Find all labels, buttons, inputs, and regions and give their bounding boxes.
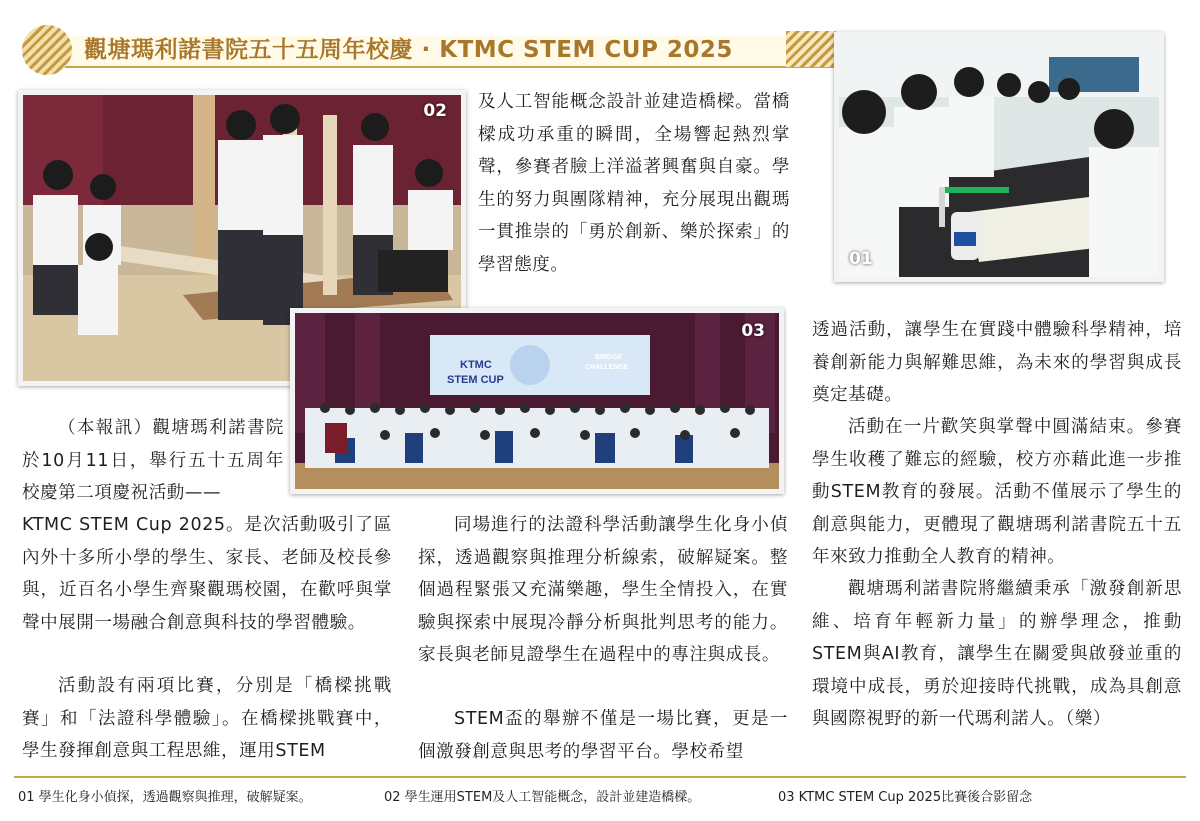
article-paragraph-right-3: 觀塘瑪利諾書院將繼續秉承「激發創新思維、培育年輕新力量」的辦學理念，推動STEM與AI教育，讓學生在關愛與啟發並重的環境中成長，勇於迎接時代挑戰，成為具創意與國際視野的新一代瑪利諾人。（樂） xyxy=(812,579,1182,729)
caption-01: 01 學生化身小偵探，透過觀察與推理，破解疑案。 xyxy=(18,790,312,805)
photo-02-number: 02 xyxy=(423,101,447,121)
headline-logo-icon xyxy=(22,25,72,75)
screen-text-bridge: BRIDGE xyxy=(595,354,623,361)
caption-03: 03 KTMC STEM Cup 2025比賽後合影留念 xyxy=(778,790,1033,805)
article-paragraph-forensic: 同場進行的法證科學活動讓學生化身小偵探，透過觀察與推理分析線索，破解疑案。整個過程緊張又充滿樂趣，學生全情投入，在實驗與探索中展現冷靜分析與批判思考的能力。家長與老師見證學生在過程中的專注與成長。 xyxy=(418,515,788,665)
article-paragraph-right-1: 透過活動，讓學生在實踐中體驗科學精神，培養創新能力與解難思維，為未來的學習與成長奠定基礎。 xyxy=(812,320,1182,405)
headline-title: 觀塘瑪利諾書院五十五周年校慶 · KTMC STEM CUP 2025 xyxy=(84,37,733,63)
article-paragraph-platform: STEM盃的舉辦不僅是一場比賽，更是一個激發創意與思考的學習平台。學校希望 xyxy=(418,709,788,762)
article-paragraph-right-2: 活動在一片歡笑與掌聲中圓滿結束。參賽學生收穫了難忘的經驗，校方亦藉此進一步推動STEM教育的發展。活動不僅展示了學生的創意與能力，更體現了觀塘瑪利諾書院五十五年來致力推動全人教育的精神。 xyxy=(812,417,1182,567)
article-paragraph-events: 活動設有兩項比賽，分別是「橋樑挑戰賽」和「法證科學體驗」。在橋樑挑戰賽中，學生發揮創意與工程思維，運用STEM xyxy=(22,676,392,761)
screen-text-challenge: CHALLENGE xyxy=(585,364,629,371)
photo-03-number: 03 xyxy=(741,321,765,341)
article-paragraph-bridge-continued: 及人工智能概念設計並建造橋樑。當橋樑成功承重的瞬間，全場響起熱烈掌聲，參賽者臉上洋溢著興奮與自豪。學生的努力與團隊精神，充分展現出觀瑪一貫推崇的「勇於創新、樂於探索」的學習態度。 xyxy=(478,92,790,275)
photo-01-number: 01 xyxy=(849,249,873,269)
photo-03-group-photo xyxy=(290,308,784,494)
screen-text-stem-cup: STEM CUP xyxy=(447,374,504,386)
caption-02: 02 學生運用STEM及人工智能概念，設計並建造橋樑。 xyxy=(384,790,701,805)
photo-01-forensic-lab xyxy=(834,32,1164,282)
headline-stripe-ornament xyxy=(786,31,836,67)
screen-text-ktmc: KTMC xyxy=(460,359,492,371)
caption-rule xyxy=(14,776,1186,778)
article-paragraph-intro-a: （本報訊）觀塘瑪利諾書院於10月11日，舉行五十五周年校慶第二項慶祝活動—— xyxy=(22,418,284,503)
article-paragraph-intro-b: KTMC STEM Cup 2025。是次活動吸引了區內外十多所小學的學生、家長、老師及校長參與，近百名小學生齊聚觀瑪校園，在歡呼與掌聲中展開一場融合創意與科技的學習體驗。 xyxy=(22,515,392,633)
photo-03-image xyxy=(295,313,779,489)
photo-01-image xyxy=(839,37,1159,277)
